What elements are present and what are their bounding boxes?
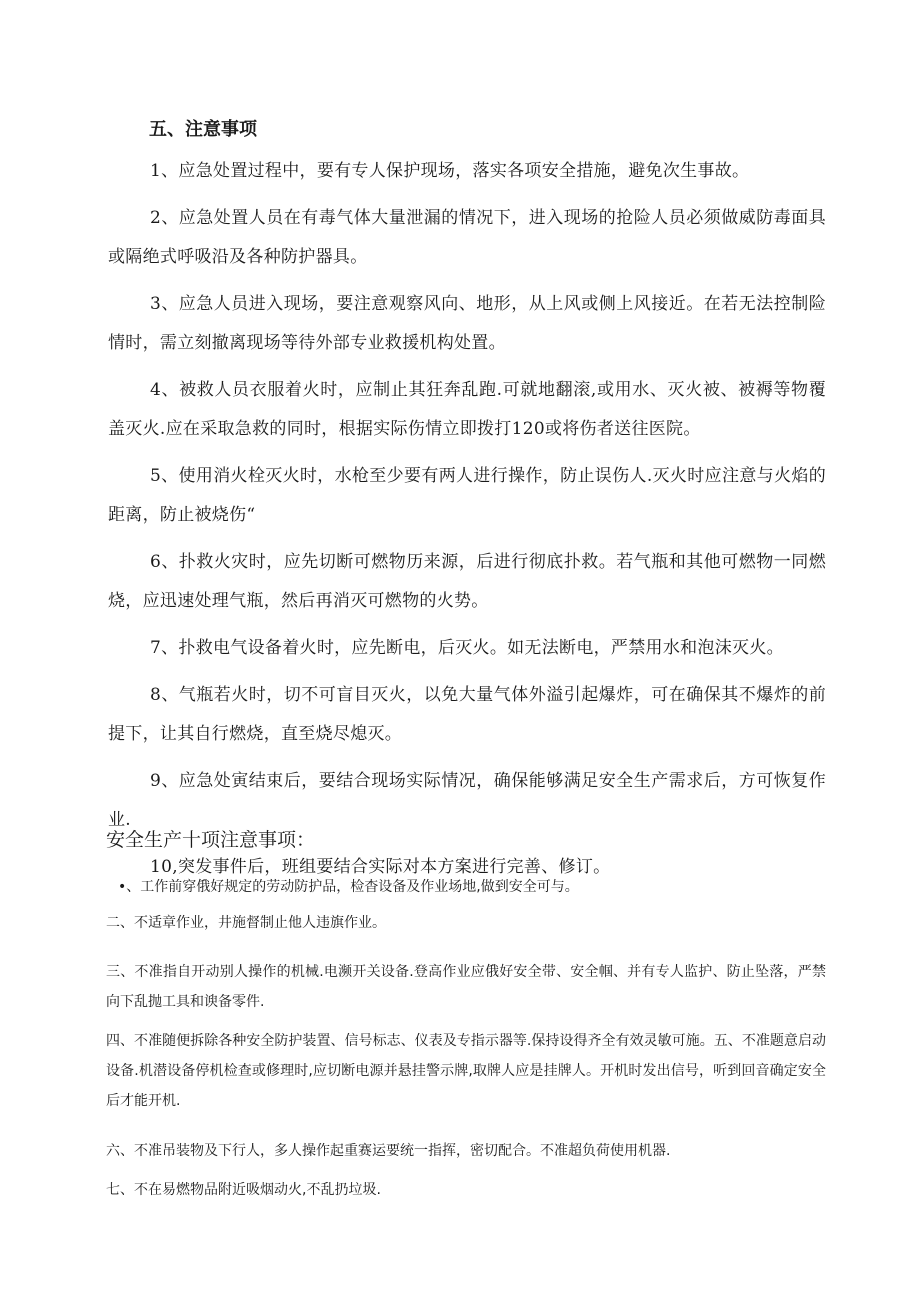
precaution-item-4: 4、被救人员衣服着火时，应制止其狂奔乱跑.可就地翻滚,或用水、灭火被、被褥等物覆盖灭火.应在采取急救的同时，根据实际伤情立即拨打120或将伤者送往医院。 (108, 380, 826, 439)
rule-item-1: •、工作前穿俄好规定的劳动防护品，检杳设备及作业场地,做到安全可与。 (118, 879, 579, 895)
section-heading: 五、注意事项 (149, 119, 257, 140)
precaution-item-6: 6、扑救火灾时，应先切断可燃物历来源，后进行彻底扑救。若气瓶和其他可燃物一同燃烧，应迅速处理气瓶，然后再消灭可燃物的火势。 (108, 552, 826, 611)
precaution-item-9: 9、应急处寅结束后，要结合现场实际情况，确保能够满足安全生产需求后，方可恢复作业. (108, 771, 826, 830)
rule-item-3: 三、不准指自开动别人操作的机械.电濒开关设备.登高作业应俄好安全带、安全帼、并有专人监护、防止坠落，严禁向下乱抛工具和谀备零件. (106, 964, 826, 1010)
rule-item-2: 二、不适章作业，井施督制止他人违旗作业。 (106, 915, 386, 931)
precautions-list (108, 152, 826, 895)
ten-rules-title: 安全生产十项注意事项： (106, 829, 316, 851)
precaution-item-7: 7、扑救电气设备着火时，应先断电，后灭火。如无法断电，严禁用水和泡沫灭火。 (150, 638, 784, 658)
precaution-item-3: 3、应急人员进入现场，要注意观察风向、地形，从上风或侧上风接近。在若无法控制险情时，需立刻撤离现场等待外部专业救援机构处置。 (108, 294, 826, 353)
precaution-item-5: 5、使用消火栓灭火时，水枪至少要有两人进行操作，防止误伤人.灭火时应注意与火焰的距离，防止被烧伤“ (108, 466, 826, 525)
precaution-item-1: 1、应急处置过程中，要有专人保护现场，落实各项安全措施，避免次生事故。 (150, 161, 750, 181)
precaution-item-10: 10,突发事件后，班组要结合实际对本方案进行完善、修订。 (150, 857, 611, 877)
precaution-item-2: 2、应急处置人员在有毒气体大量泄漏的情况下，进入现场的抢险人员必须做威防毒面具或隔绝式呼吸沿及各种防护器具。 (108, 208, 826, 267)
rule-item-4: 四、不准随便拆除各种安全防护装置、信号标志、仪表及专指示器等.保持设得齐全有效灵敏可施。五、不准题意启动设备.机潜设备停机检查或修理时,应切断电源并悬挂警示牌,取牌人应是挂牌人。开机时发出信号，听到回音确定安全后才能开机. (106, 1033, 826, 1109)
precaution-item-8: 8、气瓶若火时，切不可盲目灭火，以免大量气体外溢引起爆炸，可在确保其不爆炸的前提下，让其自行燃烧，直至烧尽熄灭。 (108, 685, 826, 744)
rule-item-7: 七、不在易燃物品附近吸烟动火,不乱扔垃圾. (106, 1182, 381, 1198)
rule-item-6: 六、不准吊装物及下行人，多人操作起重赛运要统一指挥，密切配合。不准超负荷使用机器. (106, 1143, 671, 1159)
